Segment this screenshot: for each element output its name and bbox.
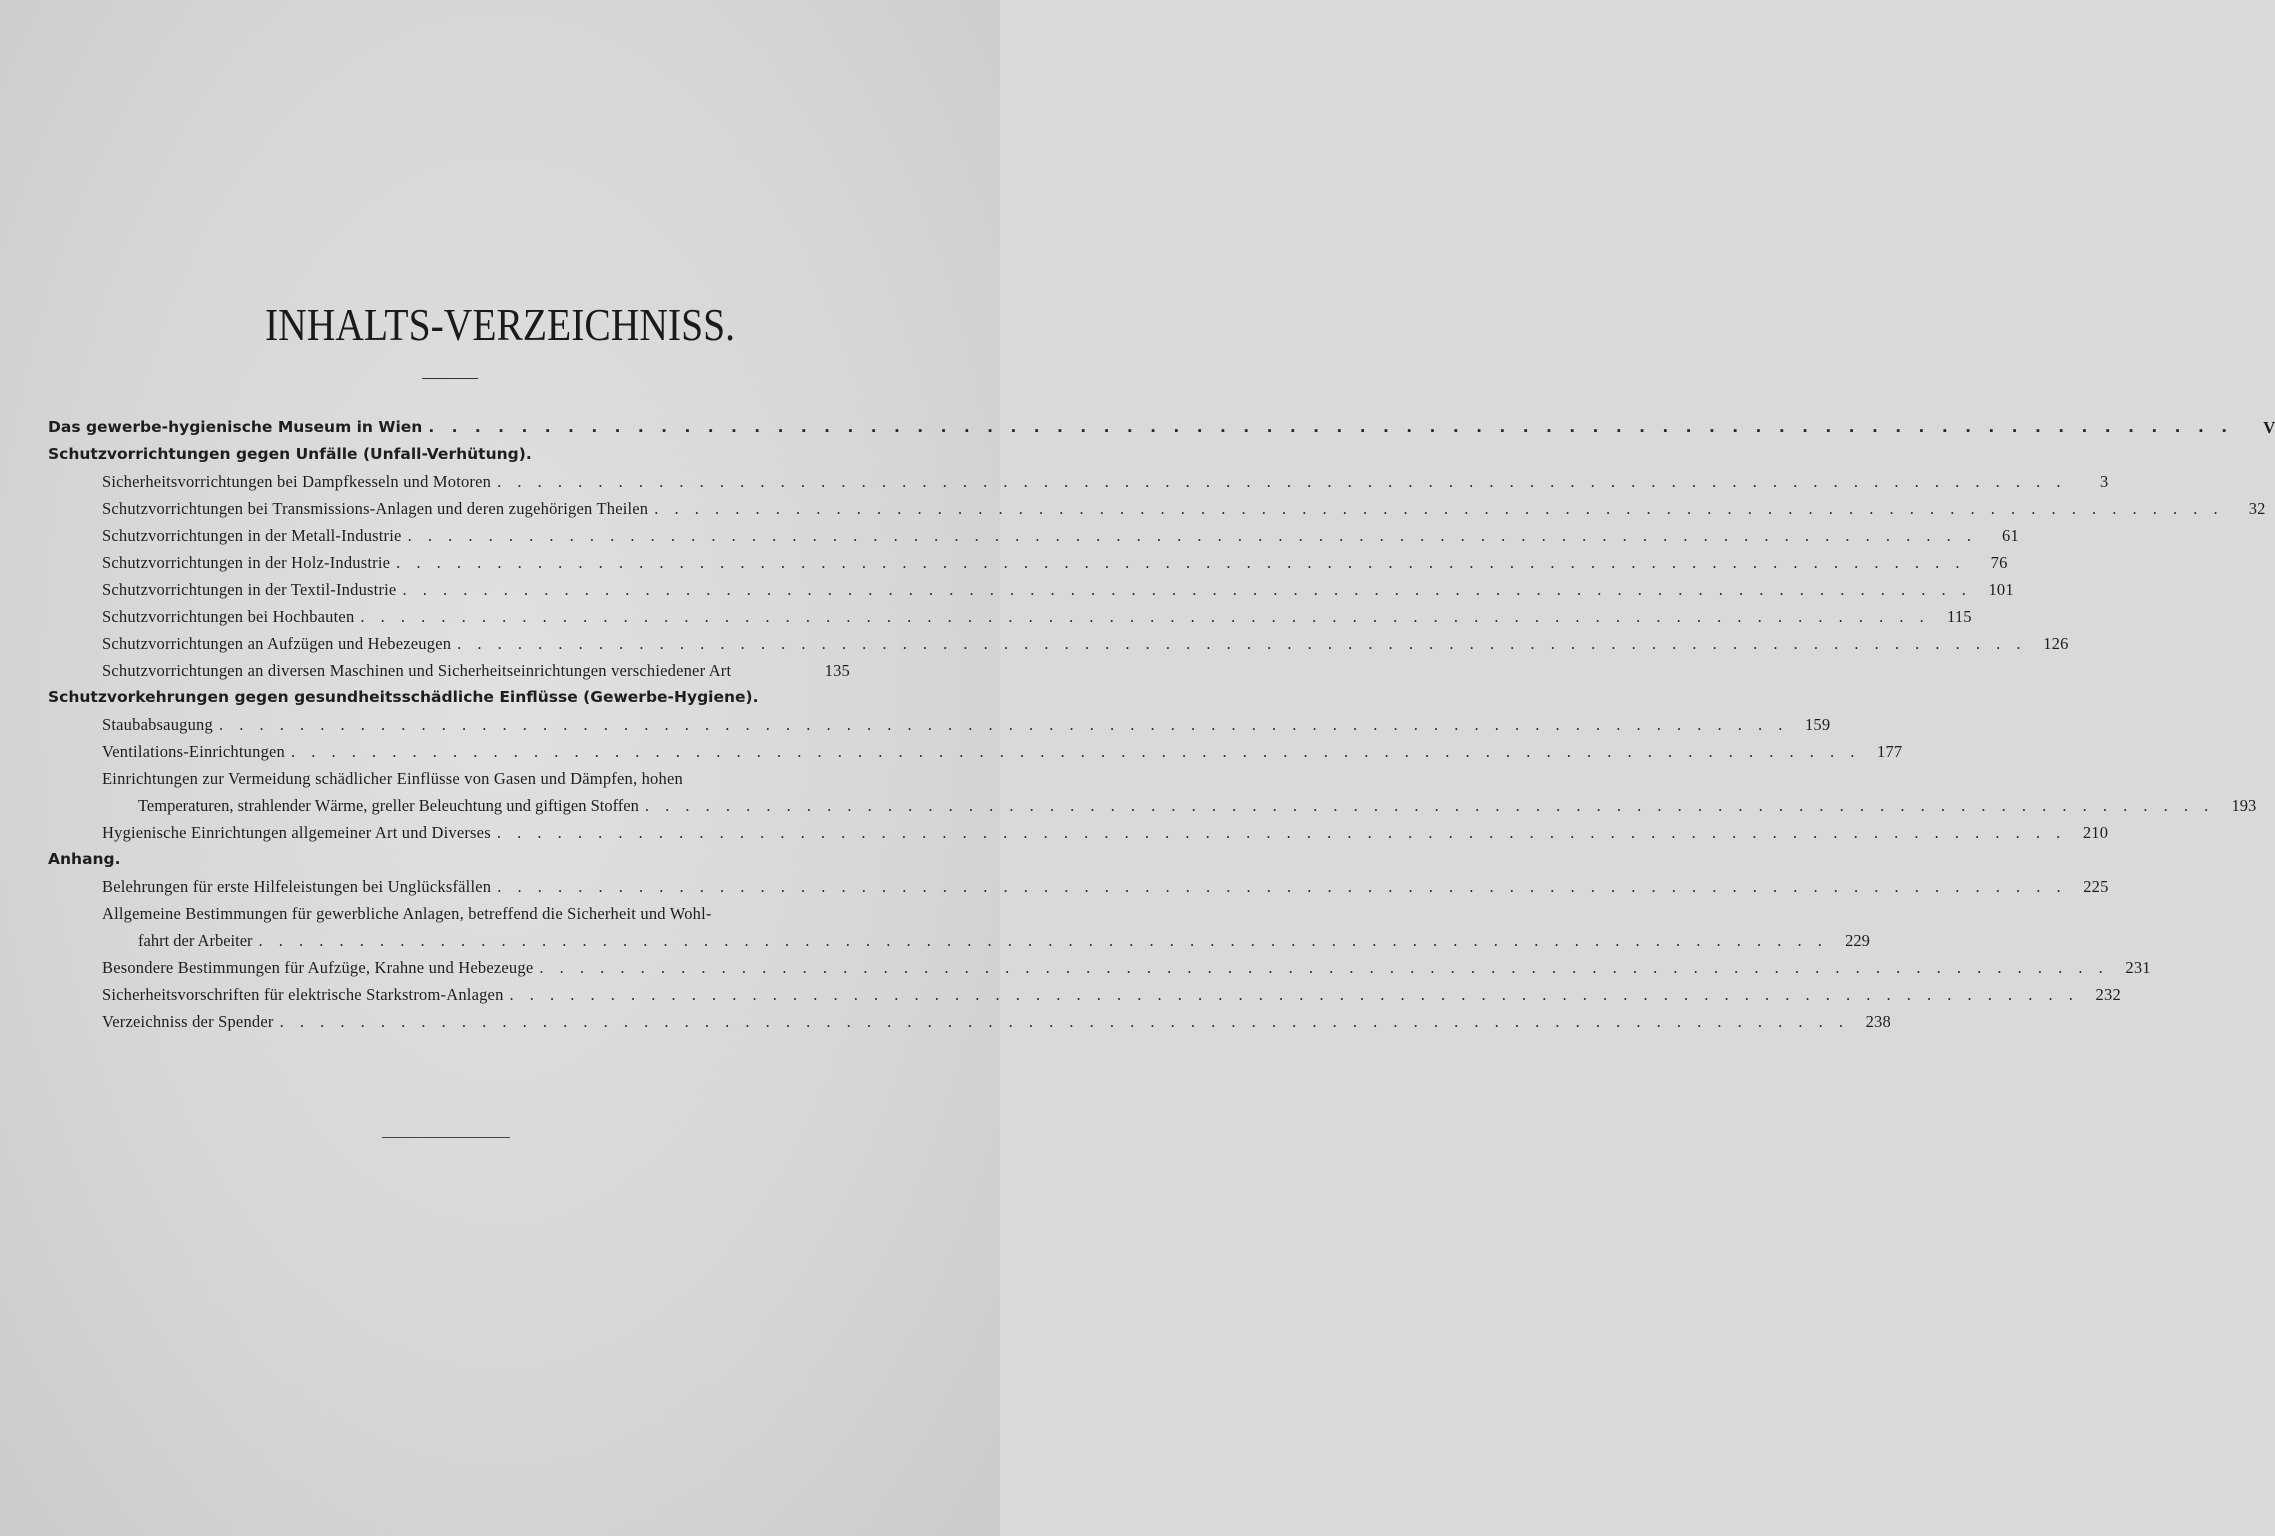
toc-section-heading bbox=[48, 846, 850, 873]
toc-entry bbox=[48, 630, 2069, 657]
toc-section-heading bbox=[48, 684, 850, 711]
toc-entry bbox=[48, 549, 2008, 576]
toc-leader-dots: . . . . . . . . . . . . . . . . . . . . . . . . . . . . . . . . . . . . . . . . . . . . . . . . . . . . . . . . . . . . . . . . . . . . . . . . . . . . . . bbox=[360, 607, 1930, 626]
toc-entry-label: Verzeichniss der Spender bbox=[102, 1012, 274, 1031]
toc-entry-page: 159 bbox=[1804, 715, 1831, 734]
toc-entry bbox=[48, 927, 1870, 954]
page-title: INHALTS-VERZEICHNISS. bbox=[265, 299, 735, 350]
toc-leader-dots: . . . . . . . . . . . . . . . . . . . . . . . . . . . . . . . . . . . . . . . . . . . . . . . . . . . . . . . . . . . . . . . . . . . . . . . . . . . . . . bbox=[509, 985, 2079, 1004]
toc-entry-page: 135 bbox=[824, 661, 850, 680]
toc-entry bbox=[48, 522, 2019, 549]
toc-leader-dots: . . . . . . . . . . . . . . . . . . . . . . . . . . . . . . . . . . . . . . . . . . . . . . . . . . . . . . . . . . . . . . . . . . . . . . . . . . . . . . bbox=[279, 1012, 1849, 1031]
toc-entry-label: Temperaturen, strahlender Wärme, greller Beleuchtung und giftigen Stoffen bbox=[138, 796, 639, 815]
toc-leader-dots: . . . . . . . . . . . . . . . . . . . . . . . . . . . . . . . . . . . . . . . . . . . . . . . . . . . . . . . . . . . . . . . . . . . . . . . . . . . . . . bbox=[402, 580, 1972, 599]
toc-entry bbox=[48, 954, 2151, 981]
toc-entry-page: 101 bbox=[1988, 580, 2014, 599]
toc-entry-page: 231 bbox=[2125, 958, 2151, 977]
toc-entry-page: 76 bbox=[1990, 553, 2008, 572]
toc-leader-dots: . . . . . . . . . . . . . . . . . . . . . . . . . . . . . . . . . . . . . . . . . . . . . . . . . . . . . . . . . . . . . . . . . . . . . . . . . . . . . . bbox=[258, 931, 1828, 950]
toc-leader-dots: . . . . . . . . . . . . . . . . . . . . . . . . . . . . . . . . . . . . . . . . . . . . . . . . . . . . . . . . . . . . . . . . . . . . . . . . . . . . . . bbox=[396, 553, 1966, 572]
toc-entry-label: Schutzvorrichtungen gegen Unfälle (Unfall-Verhütung). bbox=[48, 445, 532, 463]
toc-entry bbox=[48, 900, 850, 927]
toc-entry bbox=[48, 657, 850, 684]
toc-entry bbox=[48, 981, 2121, 1008]
toc-leader-dots: . . . . . . . . . . . . . . . . . . . . . . . . . . . . . . . . . . . . . . . . . . . . . . . . . . . . . . . . . . . . . . . . . . . . . . . . . . . . . . bbox=[457, 634, 2027, 653]
toc-entry-page: 3 bbox=[2100, 472, 2109, 491]
toc-entry bbox=[48, 1008, 1891, 1035]
toc-entry-page: 177 bbox=[1877, 742, 1903, 761]
toc-leader-dots: . . . . . . . . . . . . . . . . . . . . . . . . . . . . . . . . . . . . . . . . . . . . . . . . . . . . . . . . . . . . . . . . . . . . . . . . . . . . . . bbox=[407, 526, 1977, 545]
toc-entry-label: Schutzvorrichtungen in der Textil-Industrie bbox=[102, 580, 397, 599]
toc-entry bbox=[48, 765, 850, 792]
toc-entry-label: Schutzvorrichtungen in der Metall-Industrie bbox=[102, 526, 402, 545]
toc-leader-dots: . . . . . . . . . . . . . . . . . . . . . . . . . . . . . . . . . . . . . . . . . . . . . . . . . . . . . . . . . . . . . . . . . . . . . . . . . . . . . . bbox=[218, 715, 1789, 734]
toc-leader-dots: . . . . . . . . . . . . . . . . . . . . . . . . . . . . . . . . . . . . . . . . . . . . . . . . . . . . . . . . . . . . . . . . . . . . . . . . . . . . . . bbox=[654, 499, 2224, 518]
toc-entry-label: Anhang. bbox=[48, 850, 121, 868]
toc-entry-page: V bbox=[2263, 418, 2275, 437]
toc-leader-dots: . . . . . . . . . . . . . . . . . . . . . . . . . . . . . . . . . . . . . . . . . . . . . . . . . . . . . . . . . . . . . . . . . . . . . . . . . . . . . . bbox=[644, 796, 2215, 815]
toc-leader-dots: . . . . . . . . . . . . . . . . . . . . . . . . . . . . . . . . . . . . . . . . . . . . . . . . . . . . . . . . . . . . . . . . . . . . . . . . . . . . . . bbox=[497, 472, 2067, 491]
toc-leader-dots: . . . . . . . . . . . . . . . . . . . . . . . . . . . . . . . . . . . . . . . . . . . . . . . . . . . . . . . . . . . . . . . . . . . . . . . . . . . . . . bbox=[428, 418, 2234, 436]
toc-leader-dots: . . . . . . . . . . . . . . . . . . . . . . . . . . . . . . . . . . . . . . . . . . . . . . . . . . . . . . . . . . . . . . . . . . . . . . . . . . . . . . bbox=[496, 823, 2067, 842]
toc-entry-label: fahrt der Arbeiter bbox=[138, 931, 253, 950]
toc-entry bbox=[48, 414, 2275, 441]
toc-entry bbox=[48, 873, 2109, 900]
table-of-contents bbox=[48, 414, 2275, 1035]
toc-entry-label: Besondere Bestimmungen für Aufzüge, Krahne und Hebezeuge bbox=[102, 958, 534, 977]
toc-entry-page: 61 bbox=[2002, 526, 2019, 545]
toc-entry-label: Schutzvorrichtungen an Aufzügen und Hebezeugen bbox=[102, 634, 452, 653]
toc-entry-label: Hygienische Einrichtungen allgemeiner Art und Diverses bbox=[102, 823, 491, 842]
toc-leader-dots: . . . . . . . . . . . . . . . . . . . . . . . . . . . . . . . . . . . . . . . . . . . . . . . . . . . . . . . . . . . . . . . . . . . . . . . . . . . . . . bbox=[539, 958, 2109, 977]
toc-entry bbox=[48, 738, 1903, 765]
title-divider bbox=[422, 378, 478, 379]
toc-entry bbox=[48, 792, 2257, 819]
toc-leader-dots: . . . . . . . . . . . . . . . . . . . . . . . . . . . . . . . . . . . . . . . . . . . . . . . . . . . . . . . . . . . . . . . . . . . . . . . . . . . . . . bbox=[497, 877, 2067, 896]
toc-entry-page: 238 bbox=[1865, 1012, 1891, 1031]
toc-entry-label: Staubabsaugung bbox=[102, 715, 213, 734]
toc-section-heading bbox=[48, 441, 850, 468]
toc-entry-label: Schutzvorrichtungen bei Hochbauten bbox=[102, 607, 355, 626]
toc-entry-page: 210 bbox=[2082, 823, 2109, 842]
toc-entry-label: Schutzvorrichtungen in der Holz-Industrie bbox=[102, 553, 391, 572]
toc-entry bbox=[48, 468, 2109, 495]
toc-entry-page: 32 bbox=[2248, 499, 2266, 518]
toc-entry-page: 229 bbox=[1845, 931, 1870, 950]
toc-entry-label: Schutzvorkehrungen gegen gesundheitsschädliche Einflüsse (Gewerbe-Hygiene). bbox=[48, 688, 759, 706]
toc-entry bbox=[48, 576, 2014, 603]
toc-entry-label: Allgemeine Bestimmungen für gewerbliche Anlagen, betreffend die Sicherheit und Wohl- bbox=[102, 904, 712, 923]
toc-leader-dots: . . . . . . . . . . . . . . . . . . . . . . . . . . . . . . . . . . . . . . . . . . . . . . . . . . . . . . . . . . . . . . . . . . . . . . . . . . . . . . bbox=[291, 742, 1861, 761]
toc-entry bbox=[48, 495, 2266, 522]
toc-entry-page: 225 bbox=[2083, 877, 2109, 896]
toc-entry bbox=[48, 603, 1972, 630]
toc-entry bbox=[48, 711, 1831, 738]
toc-entry-page: 115 bbox=[1947, 607, 1972, 626]
toc-entry-page: 232 bbox=[2095, 985, 2121, 1004]
toc-entry-label: Sicherheitsvorschriften für elektrische Starkstrom-Anlagen bbox=[102, 985, 504, 1004]
toc-entry-label: Das gewerbe-hygienische Museum in Wien bbox=[48, 418, 423, 436]
toc-entry-label: Sicherheitsvorrichtungen bei Dampfkesseln und Motoren bbox=[102, 472, 492, 491]
toc-entry-page: 126 bbox=[2043, 634, 2069, 653]
toc-leader-dots bbox=[737, 657, 808, 684]
toc-entry bbox=[48, 819, 2109, 846]
toc-entry-label: Ventilations-Einrichtungen bbox=[102, 742, 285, 761]
toc-entry-label: Einrichtungen zur Vermeidung schädlicher Einflüsse von Gasen und Dämpfen, hohen bbox=[102, 769, 683, 788]
toc-entry-label: Schutzvorrichtungen bei Transmissions-Anlagen und deren zugehörigen Theilen bbox=[102, 499, 649, 518]
toc-entry-label: Belehrungen für erste Hilfeleistungen bei Unglücksfällen bbox=[102, 877, 492, 896]
toc-entry-label: Schutzvorrichtungen an diversen Maschinen und Sicherheitseinrichtungen verschiedener Art bbox=[102, 661, 732, 680]
closing-divider bbox=[382, 1137, 510, 1138]
toc-entry-page: 193 bbox=[2231, 796, 2257, 815]
